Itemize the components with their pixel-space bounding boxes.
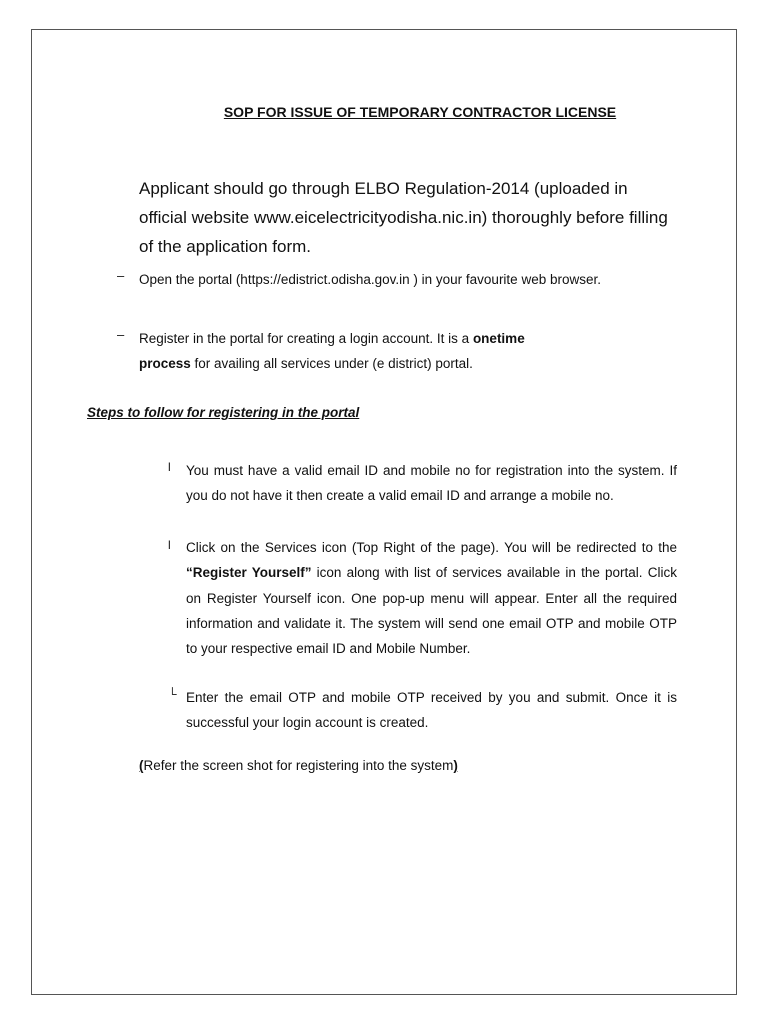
step-text: Click on the Services icon (Top Right of the page). You will be redirected to the bbox=[186, 540, 677, 555]
document-title bbox=[0, 104, 770, 120]
paren-close: ) bbox=[453, 758, 458, 773]
bullet-item-open-portal: Open the portal (https://edistrict.odisha.gov.in ) in your favourite web browser. bbox=[139, 272, 601, 287]
step-text: icon along with list of services available in the portal. Click on Register Yourself icon. One pop-up menu will appear. Enter all the required information and validate it. The system will send one email OTP and mobile OTP to your respective email ID and Mobile Number. bbox=[186, 565, 677, 657]
paren-open: ( bbox=[139, 758, 144, 773]
bold-register-yourself: “Register Yourself” bbox=[186, 565, 312, 581]
step-marker: l bbox=[168, 460, 171, 474]
document-title-text: SOP FOR ISSUE OF TEMPORARY CONTRACTOR LICENSE bbox=[223, 104, 617, 120]
intro-paragraph: Applicant should go through ELBO Regulation-2014 (uploaded in official website www.eicelectricityodisha.nic.in) thoroughly before filling of the application form. bbox=[139, 179, 668, 256]
bullet-text: Register in the portal for creating a login account. It is a bbox=[139, 331, 473, 346]
bullet-text: for availing all services under (e district) portal. bbox=[190, 356, 473, 371]
bullet-marker: – bbox=[117, 268, 125, 283]
step-marker: └ bbox=[168, 687, 177, 701]
note-text: Refer the screen shot for registering into the system bbox=[143, 758, 454, 773]
reference-note bbox=[139, 753, 458, 778]
step-marker: l bbox=[168, 538, 171, 552]
bullet-marker: – bbox=[117, 327, 125, 342]
section-heading: Steps to follow for registering in the portal bbox=[87, 405, 360, 420]
bold-process: process bbox=[139, 356, 191, 371]
step-item-2 bbox=[186, 535, 677, 661]
step-item-3: Enter the email OTP and mobile OTP received by you and submit. Once it is successful your login account is created. bbox=[186, 690, 677, 731]
step-item-1: You must have a valid email ID and mobile no for registration into the system. If you do not have it then create a valid email ID and arrange a mobile no. bbox=[186, 463, 677, 504]
bullet-item-register bbox=[139, 326, 659, 376]
bold-onetime: onetime bbox=[472, 331, 525, 346]
